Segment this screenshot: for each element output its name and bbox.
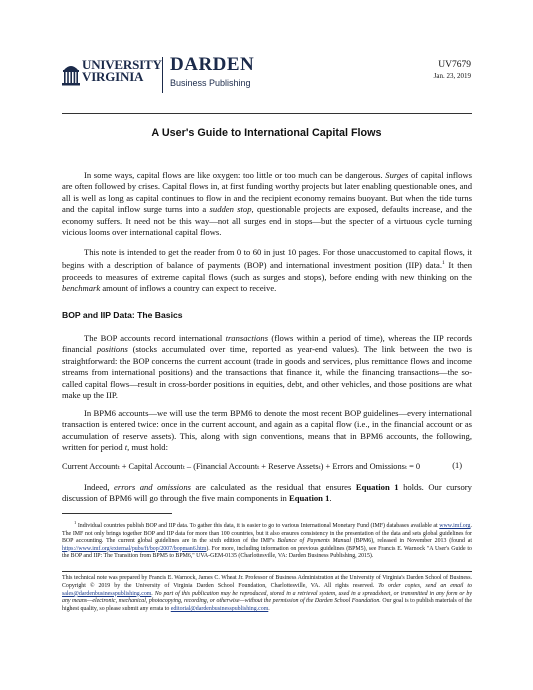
darden-wordmark <box>170 55 254 89</box>
paragraph-bop-iip <box>62 333 472 401</box>
emphasis-positions: positions <box>96 344 128 355</box>
text: (stocks accumulated over time, reported as year-end values). The link between the two is straightforward: the BOP concerns the current account (trade in goods and services, plus remittance flows and income streams from international positions) and the transactions that finance it, while the financing transactions—the so-called capital flows—result in cross-border positions in equities, debt, and other vehicles, and those positions are what make up the IIP. <box>62 344 472 401</box>
text: . No part of this publication may be reproduced, stored in a retrieval system, used in a spreadsheet, or transmitted in any form or by any means—electronic, mechanical, photocopying, recording, or otherwise—without the permission of the Darden School Foundation. <box>62 590 472 605</box>
footnote-ref[interactable]: 1 <box>441 260 445 267</box>
uva-wordmark <box>82 59 162 83</box>
paragraph-intro <box>62 170 472 238</box>
case-identifier <box>434 60 471 82</box>
text: Our goal is to publish materials of the highest quality, so please submit any errata to <box>62 598 472 613</box>
equation-ref: Equation 1 <box>289 493 330 504</box>
section-heading: BOP and IIP Data: The Basics <box>62 310 183 320</box>
emphasis-sudden-stop: sudden stop <box>209 204 252 215</box>
logo-divider <box>162 57 163 93</box>
equation-number: (1) <box>452 461 462 470</box>
uva-line2: VIRGINIA <box>82 69 144 84</box>
text: ). For more, including information on previous guidelines (BPM5), see Francis E. Warnock "A User's Guide to the BOP and IIP: The Transition from BPM5 to BPM6," UVA-GEM-0135 (Charlottesville, VA: Darden Business Publishing, 2015). <box>62 545 472 560</box>
footnote-marker: 1 <box>74 520 77 525</box>
imf-link[interactable]: www.imf.org <box>439 522 471 529</box>
document-title: A User's Guide to International Capital Flows <box>151 127 382 139</box>
footnote-1 <box>62 519 472 561</box>
paragraph-bpm6 <box>62 408 472 454</box>
text: In some ways, capital flows are like oxygen: too little or too much can be dangerous. <box>84 170 383 180</box>
text: , must hold: <box>127 442 168 453</box>
text: are calculated as the residual that ensures <box>195 482 352 492</box>
text: It then proceeds to measures of extreme capital flows (such as surges and stops), before ending with new thinking on the <box>62 260 472 282</box>
copyright-note <box>62 575 472 614</box>
publisher-logo <box>62 54 302 97</box>
emphasis-errors-omissions: errors and omissions <box>114 482 191 492</box>
editorial-email-link[interactable]: editorial@dardenbusinesspublishing.com <box>170 606 269 613</box>
paragraph-errors <box>62 482 472 505</box>
equation-1 <box>62 461 472 471</box>
text: of capital inflows are often followed by crises. Capital flows in, at first funding worthy projects but later enabling questionable ones, and all is well as long as capital continues to flow in and the recipient economy remains buoyant. But when the tide turns and the capital inflow surge turns into a <box>62 170 472 215</box>
text: holds. Our cursory discussion of BPM6 will go through the five main components in <box>62 482 472 504</box>
copyright-rule <box>62 571 472 572</box>
sales-email-link[interactable]: sales@dardenbusinesspublishing.com <box>62 590 152 597</box>
text: . The IMF not only brings together BOP and IIP data for more than 100 countries, but it also ensures consistency in the presentation of the data and sets global guidelines for BOP accounting. The current global guidelines are in the sixth edition of the IMF's <box>62 522 472 545</box>
emphasis-bpm-title: Balance of Payments Manual <box>277 538 351 545</box>
text: . <box>268 606 270 613</box>
equation-text: Current Accountₜ + Capital Accountₜ – (Financial Accountₜ + Reserve Assetsₜ) + Errors and Omissionsₜ = 0 <box>62 462 421 471</box>
text: , questionable projects are exposed, defaults increase, and the economy suffers. It need not be this way—not all surges end in stops—but the specter of a virtuous cycle turning vicious looms over international capital flows. <box>62 204 472 238</box>
text: The BOP accounts record international <box>84 333 223 343</box>
uva-line1: UNIVERSITY <box>82 57 162 72</box>
emphasis-t: t <box>124 442 128 453</box>
text: To order copies, send an email to <box>378 582 472 589</box>
text: amount of inflows a country can expect to receive. <box>102 283 277 294</box>
emphasis-surges: Surges <box>385 170 409 180</box>
bpm6-link[interactable]: https://www.imf.org/external/pubs/ft/bop/2007/bopman6.htm <box>62 545 207 552</box>
emphasis-transactions: transactions <box>225 333 269 343</box>
case-date: Jan. 23, 2019 <box>433 72 471 80</box>
text: (BPM6), released in November 2013 (found at <box>353 538 472 545</box>
rotunda-icon <box>62 61 80 87</box>
text: This note is intended to get the reader from 0 to 60 in just 10 pages. For those unaccustomed to capital flows, it begins with a description of balance of payments (BOP) and international investment position (IIP) data. <box>62 247 472 271</box>
text: This technical note was prepared by Francis E. Warnock, James C. Wheat Jr. Professor of Business Administration at the University of Virginia's Darden School of Business. Copyright © 2019 by the University of Virginia Darden School Foundation, Charlottesville, VA. All rights reserved. <box>62 575 472 589</box>
header-rule <box>62 113 472 114</box>
equation-ref: Equation 1 <box>355 482 399 492</box>
case-number: UV7679 <box>438 60 471 70</box>
text: In BPM6 accounts—we will use the term BPM6 to denote the most recent BOP guidelines—every international transaction is entered twice: once in the current account, and again as a capital flow (i.e., in the financial account or as accumulation of reserve assets). This, along with sign conventions, means that in BPM6 accounts, the following, written for period <box>62 408 472 453</box>
text: Indeed, <box>84 482 110 492</box>
emphasis-benchmark: benchmark <box>62 283 101 294</box>
text: (flows within a period of time), whereas the IIP records financial <box>62 333 473 355</box>
text: Individual countries publish BOP and IIP data. To gather this data, it is easier to go to various International Monetary Fund (IMF) databases available at <box>77 522 438 529</box>
text: . <box>329 493 332 504</box>
paragraph-scope <box>62 247 472 294</box>
footnote-rule <box>62 513 172 514</box>
darden-subtitle: Business Publishing <box>170 78 251 88</box>
darden-name: DARDEN <box>170 54 255 75</box>
